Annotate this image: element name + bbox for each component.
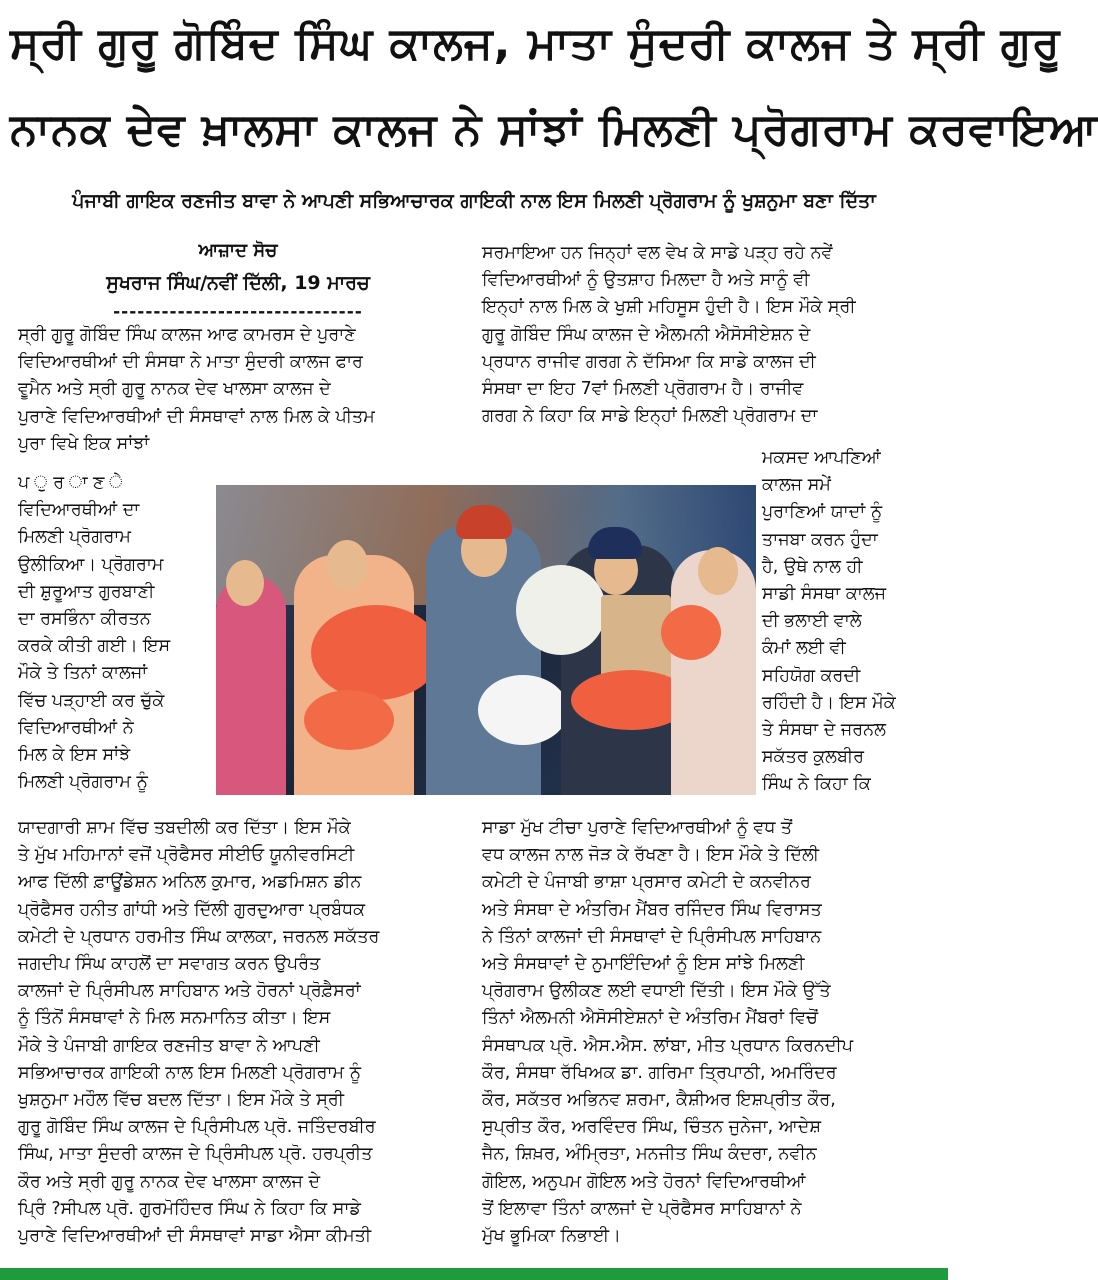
text-line: ਸਿੰਘ ਨੇ ਕਿਹਾ ਕਿ (762, 774, 871, 795)
text-line: ਪੁਰਾ ਵਿਖੇ ਇਕ ਸਾਂਝਾਂ (18, 433, 150, 454)
byline-divider: ------------------------------- (113, 302, 363, 322)
headline-line-2: ਨਾਨਕ ਦੇਵ ਖ਼ਾਲਸਾ ਕਾਲਜ ਨੇ ਸਾਂਝਾਂ ਮਿਲਣੀ ਪ੍ਰੋਗਰਾਮ ਕਰਵਾਇਆ (10, 104, 1098, 155)
text-line: ਕਾਲਜ ਸਮੇਂ (762, 475, 831, 496)
text-line: ਗਰਗ ਨੇ ਕਿਹਾ ਕਿ ਸਾਡੇ ਇਨ੍ਹਾਂ ਮਿਲਣੀ ਪ੍ਰੋਗਰਾਮ ਦਾ (482, 406, 818, 427)
text-line: ਸ੍ਰੀ ਗੁਰੂ ਗੋਬਿੰਦ ਸਿੰਘ ਕਾਲਜ ਆਫ ਕਾਮਰਸ ਦੇ ਪੁਰਾਣੇ (18, 325, 356, 345)
text-line: ਸਾਡਾ ਮੁੱਖ ਟੀਚਾ ਪੁਰਾਣੇ ਵਿਦਿਆਰਥੀਆਂ ਨੂੰ ਵਧ ਤੋਂ (482, 818, 793, 838)
text-line: ਕਾਲਜਾਂ ਦੇ ਪ੍ਰਿੰਸੀਪਲ ਸਾਹਿਬਾਨ ਅਤੇ ਹੋਰਨਾਂ ਪ੍ਰੋਫ਼ੈਸਰਾਂ (18, 981, 361, 1002)
text-line: ਸੁਪ੍ਰੀਤ ਕੌਰ, ਅਰਵਿੰਦਰ ਸਿੰਘ, ਚਿੰਤਨ ਜੁਨੇਜਾ, ਆਦੇਸ਼ (482, 1117, 821, 1138)
text-line: ਨੂੰ ਤਿੰਨੋਂ ਸੰਸਥਾਵਾਂ ਨੇ ਮਿਲ ਸਨਮਾਨਿਤ ਕੀਤਾ। ਇਸ (18, 1008, 331, 1029)
text-line: ਪ੍ਰੋਗਰਾਮ ਉਲੀਕਣ ਲਈ ਵਧਾਈ ਦਿੱਤੀ। ਇਸ ਮੌਕੇ ਉੱਤੇ (482, 981, 831, 1002)
text-line: ਸਾਡੀ ਸੰਸਥਾ ਕਾਲਜ (762, 584, 887, 605)
text-line: ਦੀ ਸ਼ੁਰੂਆਤ ਗੁਰਬਾਣੀ (18, 581, 155, 602)
text-line: ਮਿਲ ਕੇ ਇਸ ਸਾਂਝੇ (18, 745, 131, 766)
text-line: ਮਿਲਣੀ ਪ੍ਰੋਗਰਾਮ (18, 527, 131, 548)
text-line: ਮੁੱਖ ਭੂਮਿਕਾ ਨਿਭਾਈ। (482, 1226, 621, 1247)
text-line: ਪੁਰਾਣਿਆਂ ਯਾਦਾਂ ਨੂੰ (762, 502, 883, 523)
text-line: ਪ੍ਰੋਫੈਸਰ ਹਨੀਤ ਗਾਂਧੀ ਅਤੇ ਦਿੱਲੀ ਗੁਰਦੁਆਰਾ ਪ੍ਰਬੰਧਕ (18, 899, 366, 920)
text-line: ਸਭਿਆਚਾਰਕ ਗਾਇਕੀ ਨਾਲ ਇਸ ਮਿਲਣੀ ਪ੍ਰੋਗਰਾਮ ਨੂੰ (18, 1062, 361, 1083)
text-line: ਪ੍ਰਧਾਨ ਰਾਜੀਵ ਗਰਗ ਨੇ ਦੱਸਿਆ ਕਿ ਸਾਡੇ ਕਾਲਜ ਦੀ (482, 351, 816, 372)
person-1 (216, 575, 286, 795)
person-1-head (226, 560, 264, 606)
text-line: ਕੌਰ, ਸੰਸਥਾ ਰੱਖਿਅਕ ਡਾ. ਗਰਿਮਾ ਤ੍ਰਿਪਾਠੀ, ਅਮਰਿੰਦਰ (482, 1062, 837, 1083)
article-left-top (18, 322, 458, 458)
text-line: ਪੁਰਾਣੇ ਵਿਦਿਆਰਥੀਆਂ ਦੀ ਸੰਸਥਾਵਾਂ ਨਾਲ ਮਿਲ ਕੇ ਪੀਤਮ (18, 406, 375, 427)
article-left-narrow (18, 470, 208, 796)
text-line: ਪ ੁ ਰ ਾ ਣ ੇ (18, 473, 123, 493)
subheadline: ਪੰਜਾਬੀ ਗਾਇਕ ਰਣਜੀਤ ਬਾਵਾ ਨੇ ਆਪਣੀ ਸਭਿਆਚਾਰਕ ਗਾਇਕੀ ਨਾਲ ਇਸ ਮਿਲਣੀ ਪ੍ਰੋਗਰਾਮ ਨੂੰ ਖੁਸ਼ਨੁਮਾ ਬਣਾ ਦਿੱਤਾ (72, 190, 876, 212)
text-line: ਸਰਮਾਇਆ ਹਨ ਜਿਨ੍ਹਾਂ ਵਲ ਵੇਖ ਕੇ ਸਾਡੇ ਪੜ੍ਹ ਰਹੇ ਨਵੇਂ (482, 243, 833, 263)
bottom-color-bar (0, 1268, 948, 1280)
text-line: ਮੌਕੇ ਤੇ ਪੰਜਾਬੀ ਗਾਇਕ ਰਣਜੀਤ ਬਾਵਾ ਨੇ ਆਪਣੀ (18, 1035, 320, 1056)
text-line: ਖੁਸ਼ਨੁਮਾ ਮਹੌਲ ਵਿੱਚ ਬਦਲ ਦਿੱਤਾ। ਇਸ ਮੌਕੇ ਤੇ ਸ੍ਰੀ (18, 1090, 345, 1111)
text-line: ਵਿਦਿਆਰਥੀਆਂ ਦਾ (18, 500, 140, 521)
text-line: ਤੋਂ ਇਲਾਵਾ ਤਿੰਨਾਂ ਕਾਲਜਾਂ ਦੇ ਪ੍ਰੋਫੈਸਰ ਸਾਹਿਬਾਨਾਂ ਨੇ (482, 1198, 802, 1219)
text-line: ਗੁਰੂ ਗੋਬਿੰਦ ਸਿੰਘ ਕਾਲਜ ਦੇ ਪ੍ਰਿੰਸੀਪਲ ਪ੍ਰੋ. ਜਤਿੰਦਰਬੀਰ (18, 1117, 376, 1138)
text-line: ਤੇ ਸੰਸਥਾ ਦੇ ਜਰਨਲ (762, 720, 886, 741)
text-line: ਉਲੀਕਿਆ। ਪ੍ਰੋਗਰਾਮ (18, 554, 164, 575)
text-line: ਮੌਕੇ ਤੇ ਤਿਨਾਂ ਕਾਲਜਾਂ (18, 663, 148, 684)
text-line: ਵਿਦਿਆਰਥੀਆਂ ਨੇ (18, 717, 134, 738)
text-line: ਕਮੇਟੀ ਦੇ ਪੰਜਾਬੀ ਭਾਸ਼ਾ ਪ੍ਰਸਾਰ ਕਮੇਟੀ ਦੇ ਕਨਵੀਨਰ (482, 872, 811, 893)
bouquet-4 (516, 565, 606, 655)
text-line: ਵਿਦਿਆਰਥੀਆਂ ਨੂੰ ਉਤਸ਼ਾਹ ਮਿਲਦਾ ਹੈ ਅਤੇ ਸਾਨੂੰ ਵੀ (482, 270, 810, 291)
headline-line-1: ਸ੍ਰੀ ਗੁਰੂ ਗੋਬਿੰਦ ਸਿੰਘ ਕਾਲਜ, ਮਾਤਾ ਸੁੰਦਰੀ ਕਾਲਜ ਤੇ ਸ੍ਰੀ ਗੁਰੂ (10, 18, 1061, 69)
person-2-head (326, 540, 368, 590)
text-line: ਤਿੰਨਾਂ ਐਲਮਨੀ ਐਸੋਸੀਏਸ਼ਨਾਂ ਦੇ ਅੰਤਰਿਮ ਮੈਂਬਰਾਂ ਵਿਚੋਂ (482, 1008, 818, 1029)
text-line: ਵਿੱਚ ਪੜ੍ਹਾਈ ਕਰ ਚੁੱਕੇ (18, 690, 165, 711)
article-right-top (482, 240, 930, 430)
text-line: ਸੰਸਥਾ ਦਾ ਇਹ 7ਵਾਂ ਮਿਲਣੀ ਪ੍ਰੋਗਰਾਮ ਹੈ। ਰਾਜੀਵ (482, 379, 804, 400)
bouquet-3 (478, 675, 568, 745)
text-line: ਯਾਦਗਾਰੀ ਸ਼ਾਮ ਵਿੱਚ ਤਬਦੀਲੀ ਕਰ ਦਿੱਤਾ। ਇਸ ਮੌਕੇ (18, 818, 351, 838)
navy-turban (588, 527, 642, 559)
text-line: ਸਹਿਯੋਗ ਕਰਦੀ (762, 665, 861, 686)
text-line: ਜੈਨ, ਸ਼ਿਖ਼ਰ, ਅੰਮ੍ਰਿਤਾ, ਮਨਜੀਤ ਸਿੰਘ ਕੰਦਰਾ, ਨਵੀਨ (482, 1144, 817, 1165)
article-right-bottom (482, 815, 930, 1250)
text-line: ਤਾਜਬਾ ਕਰਨ ਹੁੰਦਾ (762, 529, 878, 550)
text-line: ਜਗਦੀਪ ਸਿੰਘ ਕਾਹਲੋਂ ਦਾ ਸਵਾਗਤ ਕਰਨ ਉਪਰੰਤ (18, 954, 321, 975)
text-line: ਕੌਰ, ਸਕੱਤਰ ਅਭਿਨਵ ਸ਼ਰਮਾ, ਕੈਸ਼ੀਅਰ ਇਸ਼ਪ੍ਰੀਤ ਕੌਰ, (482, 1090, 836, 1111)
article-left-bottom (18, 815, 458, 1250)
text-line: ਸਕੱਤਰ ਕੁਲਬੀਰ (762, 747, 865, 768)
bouquet-2 (304, 690, 394, 750)
bouquet-1 (311, 605, 441, 700)
text-line: ਅਤੇ ਸੰਸਥਾ ਦੇ ਅੰਤਰਿਮ ਮੈਂਬਰ ਰਜਿੰਦਰ ਸਿੰਘ ਵਿਰਾਸਤ (482, 899, 822, 920)
text-line: ਮਕਸਦ ਆਪਣਿਆਂ (762, 448, 881, 468)
text-line: ਕਰਕੇ ਕੀਤੀ ਗਈ। ਇਸ (18, 636, 171, 657)
text-line: ਨੇ ਤਿੰਨਾਂ ਕਾਲਜਾਂ ਦੀ ਸੰਸਥਾਵਾਂ ਦੇ ਪ੍ਰਿੰਸੀਪਲ ਸਾਹਿਬਾਨ (482, 926, 822, 947)
text-line: ਅਤੇ ਸੰਸਥਾਵਾਂ ਦੇ ਨੁਮਾਇੰਦਿਆਂ ਨੂੰ ਇਸ ਸਾਂਝੇ ਮਿਲਣੀ (482, 954, 805, 975)
text-line: ਵਧ ਕਾਲਜ ਨਾਲ ਜੋੜ ਕੇ ਰੱਖਣਾ ਹੈ। ਇਸ ਮੌਕੇ ਤੇ ਦਿੱਲੀ (482, 845, 820, 866)
text-line: ਕੰਮਾਂ ਲਈ ਵੀ (762, 638, 846, 659)
text-line: ਹੈ, ਉਥੇ ਨਾਲ ਹੀ (762, 556, 863, 577)
text-line: ਤੇ ਮੁੱਖ ਮਹਿਮਾਨਾਂ ਵਜੋਂ ਪ੍ਰੋਫੈਸਰ ਸੀਈਓ ਯੂਨੀਵਰਸਿਟੀ (18, 845, 355, 866)
text-line: ਪ੍ਰਿੰ ?ਸੀਪਲ ਪ੍ਰੋ. ਗੁਰਮੋਹਿੰਦਰ ਸਿੰਘ ਨੇ ਕਿਹਾ ਕਿ ਸਾਡੇ (18, 1198, 361, 1219)
person-5-head (698, 547, 738, 595)
text-line: ਗੁਰੂ ਗੋਬਿੰਦ ਸਿੰਘ ਕਾਲਜ ਦੇ ਐਲਮਨੀ ਐਸੋਸੀਏਸ਼ਨ ਦੇ (482, 324, 811, 345)
event-photo (216, 485, 756, 795)
bouquet-6 (661, 605, 721, 660)
text-line: ਕੌਰ ਅਤੇ ਸ੍ਰੀ ਗੁਰੂ ਨਾਨਕ ਦੇਵ ਖਾਲਸਾ ਕਾਲਜ ਦੇ (18, 1171, 321, 1192)
text-line: ਵਿਦਿਆਰਥੀਆਂ ਦੀ ਸੰਸਥਾ ਨੇ ਮਾਤਾ ਸੁੰਦਰੀ ਕਾਲਜ ਫਾਰ (18, 352, 363, 373)
reporter-dateline: ਸੁਖਰਾਜ ਸਿੰਘ/ਨਵੀਂ ਦਿੱਲੀ, 19 ਮਾਰਚ (106, 272, 370, 294)
text-line: ਦੀ ਭਲਾਈ ਵਾਲੇ (762, 611, 862, 632)
text-line: ਦਾ ਰਸਭਿੰਨਾ ਕੀਰਤਨ (18, 609, 151, 630)
text-line: ਮਿਲਣੀ ਪ੍ਰੋਗਰਾਮ ਨੂੰ (18, 772, 148, 793)
source-label: ਆਜ਼ਾਦ ਸੋਚ (198, 240, 278, 261)
text-line: ਸਿੰਘ, ਮਾਤਾ ਸੁੰਦਰੀ ਕਾਲਜ ਦੇ ਪ੍ਰਿੰਸੀਪਲ ਪ੍ਰੋ. ਹਰਪ੍ਰੀਤ (18, 1144, 373, 1165)
text-line: ਰਹਿੰਦੀ ਹੈ। ਇਸ ਮੌਕੇ (762, 692, 896, 713)
text-line: ਇਨ੍ਹਾਂ ਨਾਲ ਮਿਲ ਕੇ ਖੁਸ਼ੀ ਮਹਿਸੂਸ ਹੁੰਦੀ ਹੈ। ਇਸ ਮੌਕੇ ਸ੍ਰੀ (482, 297, 856, 318)
text-line: ਗੋਇਲ, ਅਨੁਪਮ ਗੋਇਲ ਅਤੇ ਹੋਰਨਾਂ ਵਿਦਿਆਰਥੀਆਂ (482, 1171, 806, 1192)
text-line: ਸੰਸਥਾਪਕ ਪ੍ਰੋ. ਐਸ.ਐਸ. ਲਾਂਬਾ, ਮੀਤ ਪ੍ਰਧਾਨ ਕਿਰਨਦੀਪ (482, 1035, 853, 1056)
text-line: ਕਮੇਟੀ ਦੇ ਪ੍ਰਧਾਨ ਹਰਮੀਤ ਸਿੰਘ ਕਾਲਕਾ, ਜਰਨਲ ਸਕੱਤਰ (18, 926, 380, 947)
text-line: ਆਫ ਦਿੱਲੀ ਫ਼ਾਊਂਡੇਸ਼ਨ ਅਨਿਲ ਕੁਮਾਰ, ਅਡਮਿਸ਼ਨ ਡੀਨ (18, 872, 362, 893)
text-line: ਵੂਮੈਨ ਅਤੇ ਸ੍ਰੀ ਗੁਰੂ ਨਾਨਕ ਦੇਵ ਖਾਲਸਾ ਕਾਲਜ ਦੇ (18, 379, 331, 400)
text-line: ਪੁਰਾਣੇ ਵਿਦਿਆਰਥੀਆਂ ਦੀ ਸੰਸਥਾਵਾਂ ਸਾਡਾ ਐਸਾ ਕੀਮਤੀ (18, 1226, 372, 1247)
article-right-narrow (762, 445, 930, 799)
